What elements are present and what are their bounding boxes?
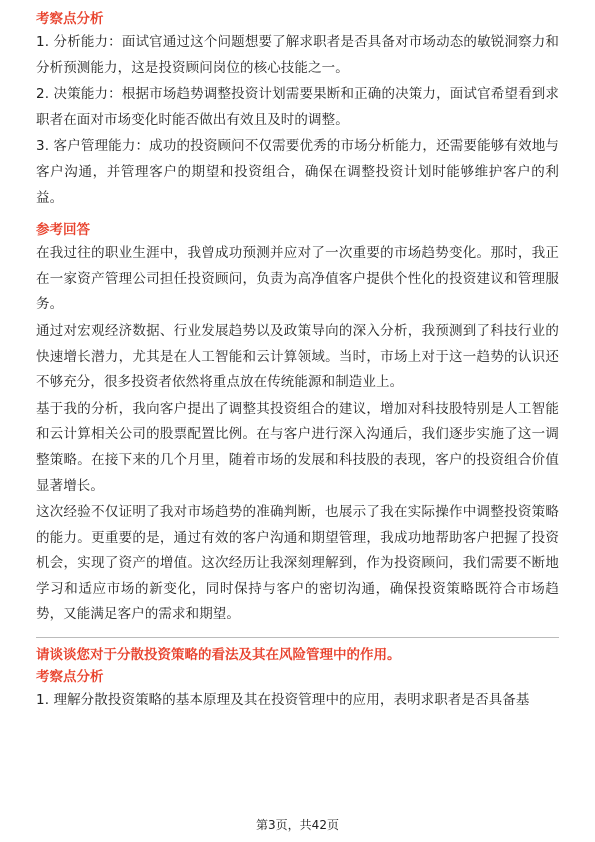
analysis-item-2-1: 1. 理解分散投资策略的基本原理及其在投资管理中的应用，表明求职者是否具备基 xyxy=(36,692,530,709)
question-heading: 请谈谈您对于分散投资策略的看法及其在风险管理中的作用。 xyxy=(36,647,401,664)
answer-paragraph-3: 基于我的分析，我向客户提出了调整其投资组合的建议，增加对科技股特别是人工智能和云计算相关公司的股票配置比例。在与客户进行深入沟通后，我们逐步实施了这一调整策略。在接下来的几个月里，随着市场的发展和科技股的表现，客户的投资组合价值显著增长。 xyxy=(36,400,559,494)
answer-paragraph-2: 通过对宏观经济数据、行业发展趋势以及政策导向的深入分析，我预测到了科技行业的快速增长潜力，尤其是在人工智能和云计算领域。当时，市场上对于这一趋势的认识还不够充分，很多投资者依然将重点放在传统能源和制造业上。 xyxy=(36,322,559,391)
analysis-item-2: 2. 决策能力：根据市场趋势调整投资计划需要果断和正确的决策力，面试官希望看到求职者在面对市场变化时能否做出有效且及时的调整。 xyxy=(36,86,559,128)
answer-paragraph-4: 这次经验不仅证明了我对市场趋势的准确判断，也展示了我在实际操作中调整投资策略的能力。更重要的是，通过有效的客户沟通和期望管理，我成功地帮助客户把握了投资机会，实现了资产的增值。这次经历让我深刻理解到，作为投资顾问，我们需要不断地学习和适应市场的新变化，同时保持与客户的密切沟通，确保投资策略既符合市场趋势，又能满足客户的需求和期望。 xyxy=(36,504,559,623)
analysis-item-3: 3. 客户管理能力：成功的投资顾问不仅需要优秀的市场分析能力，还需要能够有效地与客户沟通，并管理客户的期望和投资组合，确保在调整投资计划时能够维护客户的利益。 xyxy=(36,138,559,206)
analysis-item-1: 1. 分析能力：面试官通过这个问题想要了解求职者是否具备对市场动态的敏锐洞察力和分析预测能力，这是投资顾问岗位的核心技能之一。 xyxy=(36,34,559,76)
page-number: 第3页，共42页 xyxy=(256,818,339,832)
answer-paragraph-1: 在我过往的职业生涯中，我曾成功预测并应对了一次重要的市场趋势变化。那时，我正在一家资产管理公司担任投资顾问，负责为高净值客户提供个性化的投资建议和管理服务。 xyxy=(36,245,559,313)
reference-answer-heading: 参考回答 xyxy=(36,222,90,239)
analysis-heading: 考察点分析 xyxy=(36,11,104,27)
section-divider xyxy=(36,637,559,638)
analysis-heading-2: 考察点分析 xyxy=(36,669,104,686)
